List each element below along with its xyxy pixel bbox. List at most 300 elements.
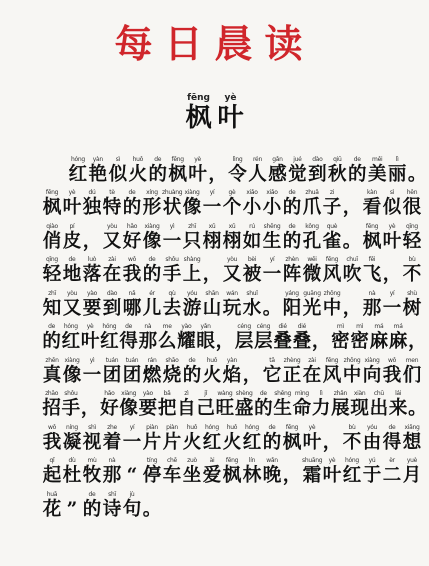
hanzi: 的 <box>148 163 167 185</box>
hanzi: 火 <box>202 364 222 386</box>
annotated-char <box>142 188 162 219</box>
annotated-char <box>287 155 307 186</box>
pinyin: xiàng <box>64 356 80 364</box>
pinyin: qǐ <box>49 457 55 464</box>
annotated-char <box>100 322 119 353</box>
annotated-char <box>282 456 302 487</box>
hanzi: 生 <box>273 398 292 419</box>
pinyin: dào <box>106 289 118 297</box>
annotated-char <box>242 289 262 320</box>
annotated-char <box>62 356 82 387</box>
annotated-char <box>248 155 268 186</box>
annotated-char <box>387 155 407 186</box>
hanzi: 像 <box>182 197 202 218</box>
annotated-char <box>362 289 382 320</box>
pinyin: qiū <box>333 155 342 163</box>
pinyin: zhèng <box>283 356 301 364</box>
annotated-char <box>382 456 402 487</box>
pinyin: yòu <box>106 222 118 230</box>
text-line <box>42 320 427 354</box>
pinyin: rén <box>253 155 262 163</box>
annotated-char <box>61 389 80 420</box>
pinyin: hǎo <box>126 222 138 230</box>
pinyin: wǒ <box>128 256 136 263</box>
hanzi: 要 <box>82 297 102 319</box>
pinyin: shǒu <box>64 390 78 397</box>
hanzi: ， <box>80 398 100 419</box>
annotated-char <box>262 255 282 286</box>
hanzi: ， <box>242 364 262 386</box>
annotated-char <box>162 289 182 320</box>
pinyin: yàn <box>226 356 238 364</box>
hanzi: 麻 <box>369 331 389 352</box>
annotated-char <box>254 322 273 353</box>
annotated-char <box>282 188 302 219</box>
annotated-char <box>307 155 327 186</box>
title-pinyin: fēng <box>187 93 210 103</box>
hanzi: 红 <box>61 331 81 352</box>
pinyin: yè <box>388 222 396 230</box>
annotated-char <box>102 255 122 286</box>
annotated-char <box>362 423 382 454</box>
hanzi: ， <box>82 230 102 252</box>
annotated-char <box>402 423 422 454</box>
hanzi: 小 <box>262 197 282 218</box>
pinyin: yí <box>389 289 395 297</box>
hanzi: 叠 <box>292 331 312 352</box>
annotated-char <box>122 490 142 521</box>
annotated-char <box>302 356 322 387</box>
annotated-char <box>407 155 427 186</box>
pinyin: luò <box>87 256 97 263</box>
hanzi: 诗 <box>102 498 122 520</box>
hanzi: ， <box>322 431 342 453</box>
pinyin: fēng <box>325 256 339 263</box>
pinyin: lì <box>319 390 323 397</box>
annotated-char <box>42 423 62 454</box>
pinyin: de <box>288 189 296 196</box>
pinyin: kǒng <box>305 222 319 230</box>
hanzi: 在 <box>302 364 322 386</box>
pinyin: dào <box>312 155 323 163</box>
article-body <box>42 152 427 521</box>
annotated-char <box>42 188 62 219</box>
pinyin: xǔ <box>228 222 236 230</box>
annotated-char <box>102 456 122 487</box>
annotated-char <box>254 389 273 420</box>
hanzi: ， <box>202 264 222 285</box>
annotated-char <box>362 222 382 253</box>
annotated-char <box>222 188 242 219</box>
hanzi: 枫 <box>362 230 382 252</box>
pinyin: fēi <box>368 256 376 263</box>
annotated-char <box>242 356 262 387</box>
pinyin: de <box>288 222 296 230</box>
pinyin: dú <box>88 189 96 196</box>
annotated-char <box>142 456 162 487</box>
text-line <box>42 286 427 320</box>
pinyin: rán <box>147 356 157 364</box>
pinyin: fēng <box>365 222 379 230</box>
hanzi: 的 <box>42 331 61 352</box>
hanzi: 一 <box>262 264 282 285</box>
pinyin: huā <box>46 490 58 498</box>
annotated-char <box>282 289 302 320</box>
text-line <box>42 353 427 387</box>
pinyin: sì <box>389 189 395 196</box>
hanzi: 独 <box>82 197 102 218</box>
pinyin: dù <box>68 457 76 464</box>
pinyin: zài <box>108 256 116 263</box>
pinyin: shēng <box>274 390 291 397</box>
hanzi: 爱 <box>202 465 222 486</box>
annotated-char <box>262 188 282 219</box>
pinyin: yè <box>68 189 76 196</box>
pinyin: yuè <box>406 457 418 464</box>
hanzi: 好 <box>122 230 142 252</box>
hanzi: 形 <box>142 197 162 218</box>
hanzi: 凝 <box>62 431 82 453</box>
pinyin: nà <box>368 289 376 297</box>
hanzi: 层 <box>234 331 254 352</box>
hanzi: 爪 <box>302 197 322 218</box>
annotated-char <box>322 289 342 320</box>
pinyin: qiào <box>46 222 58 230</box>
pinyin: zhe <box>107 423 117 431</box>
pinyin: tuán <box>125 356 139 364</box>
hanzi: 起 <box>42 465 62 486</box>
hanzi: 真 <box>42 364 62 386</box>
hanzi: 风 <box>322 364 342 386</box>
hanzi: 叶 <box>322 465 342 486</box>
hanzi: 阵 <box>282 264 302 285</box>
pinyin: de <box>68 256 76 263</box>
hanzi: 叶 <box>302 431 322 453</box>
hanzi: 生 <box>262 230 282 252</box>
annotated-char <box>177 389 196 420</box>
pinyin: fēng <box>325 356 339 364</box>
hanzi: 我 <box>382 364 402 386</box>
hanzi: 小 <box>242 197 262 218</box>
hanzi: 吹 <box>342 264 362 285</box>
annotated-char <box>142 423 162 454</box>
hanzi: 力 <box>311 398 331 419</box>
annotated-char <box>122 222 142 253</box>
hanzi: 密 <box>331 331 350 352</box>
annotated-char <box>222 356 242 387</box>
pinyin: níng <box>66 423 78 431</box>
hanzi: 那 <box>362 297 382 319</box>
annotated-char <box>138 322 157 353</box>
annotated-char <box>202 255 222 286</box>
hanzi: 得 <box>382 431 402 453</box>
annotated-char <box>342 255 362 286</box>
text-line <box>42 454 427 488</box>
annotated-char <box>302 188 322 219</box>
hanzi: 像 <box>62 364 82 386</box>
pinyin <box>202 255 222 264</box>
hanzi: ” <box>66 498 78 520</box>
pinyin: fēng <box>285 423 299 431</box>
pinyin <box>262 289 282 298</box>
hanzi: 只 <box>182 230 202 252</box>
pinyin: shàng <box>183 256 201 263</box>
annotated-char <box>362 188 382 219</box>
hanzi: 由 <box>362 431 382 453</box>
annotated-char <box>222 456 242 487</box>
hanzi: 一 <box>122 431 142 453</box>
annotated-char <box>382 255 402 286</box>
pinyin <box>142 490 162 499</box>
hanzi: 停 <box>142 465 162 486</box>
annotated-char <box>342 356 362 387</box>
hanzi: 又 <box>62 297 82 319</box>
pinyin: zì <box>184 390 189 397</box>
pinyin: yǎn <box>200 323 211 330</box>
annotated-char <box>162 423 182 454</box>
title-char <box>216 93 246 133</box>
hanzi: 手 <box>61 398 81 419</box>
pinyin: chū <box>373 390 384 397</box>
pinyin: yàn <box>92 155 103 163</box>
pinyin <box>122 456 142 465</box>
hanzi: 到 <box>102 297 122 319</box>
annotated-char <box>273 389 292 420</box>
annotated-char <box>182 356 202 387</box>
annotated-char <box>402 289 422 320</box>
pinyin: gǎn <box>272 155 283 163</box>
hanzi: 游 <box>182 297 202 319</box>
hanzi: 展 <box>331 398 350 419</box>
pinyin: guāng <box>303 289 321 297</box>
annotated-char <box>347 155 367 186</box>
text-line <box>42 152 427 186</box>
hanzi: 的 <box>282 230 302 252</box>
pinyin <box>322 423 342 432</box>
hanzi: 。 <box>142 498 162 520</box>
hanzi: 盛 <box>234 398 254 419</box>
annotated-char <box>302 222 322 253</box>
pinyin <box>282 456 302 465</box>
hanzi: 红 <box>100 331 119 352</box>
pinyin: bù <box>408 256 416 263</box>
annotated-char <box>119 322 138 353</box>
annotated-char <box>322 456 342 487</box>
annotated-char <box>331 389 350 420</box>
annotated-char <box>162 188 182 219</box>
pinyin: yí <box>269 256 275 263</box>
annotated-char <box>369 389 388 420</box>
pinyin: hóng <box>63 323 78 330</box>
annotated-char <box>322 423 342 454</box>
pinyin: tè <box>109 189 115 196</box>
annotated-char <box>235 322 254 353</box>
hanzi: 知 <box>42 297 62 319</box>
annotated-char <box>108 155 128 186</box>
pinyin: jù <box>129 490 135 498</box>
pinyin: yè <box>194 155 201 163</box>
text-line <box>42 487 427 521</box>
annotated-char <box>322 222 342 253</box>
annotated-char <box>215 322 234 353</box>
annotated-char <box>182 423 202 454</box>
pinyin: piàn <box>146 423 158 431</box>
annotated-char <box>102 490 122 521</box>
pinyin: me <box>162 323 172 330</box>
annotated-char <box>182 289 202 320</box>
pinyin: jué <box>293 155 302 163</box>
annotated-char <box>62 255 82 286</box>
hanzi: 艳 <box>88 163 108 185</box>
hanzi: 那 <box>102 465 122 486</box>
hanzi: 被 <box>242 264 262 285</box>
hanzi: ， <box>408 331 427 352</box>
pinyin: yóu <box>186 289 198 297</box>
pinyin: de <box>188 356 196 364</box>
pinyin: céng <box>256 323 271 330</box>
hanzi: 孔 <box>302 230 322 252</box>
hanzi: 眼 <box>196 331 215 352</box>
pinyin: xiǎng <box>404 423 420 431</box>
hanzi: 一 <box>382 297 402 319</box>
pinyin: zhī <box>188 222 196 230</box>
annotated-char <box>62 423 82 454</box>
pinyin: qīng <box>46 256 58 263</box>
hanzi: 栩 <box>202 230 222 252</box>
annotated-char <box>122 188 142 219</box>
annotated-char <box>188 155 208 186</box>
page-title: 每日晨读 <box>114 21 315 66</box>
pinyin: ài <box>209 457 215 464</box>
pinyin: zhōng <box>323 289 341 297</box>
hanzi: 们 <box>402 364 422 386</box>
annotated-char <box>362 255 382 286</box>
annotated-char <box>235 389 254 420</box>
annotated-char <box>122 356 142 387</box>
annotated-char <box>282 423 302 454</box>
annotated-char <box>122 255 142 286</box>
annotated-char <box>168 155 188 186</box>
title-pinyin: yè <box>224 93 237 103</box>
hanzi: 我 <box>122 264 142 285</box>
pinyin: shuāng <box>302 457 323 464</box>
pinyin: yào <box>181 323 192 330</box>
pinyin: fēng <box>225 457 239 464</box>
annotated-char <box>331 322 350 353</box>
pinyin <box>342 289 362 298</box>
pinyin: yè <box>328 457 336 464</box>
pinyin: zhǎn <box>333 390 347 397</box>
hanzi: 风 <box>322 264 342 285</box>
hanzi: 的 <box>282 197 302 218</box>
annotated-char <box>350 322 369 353</box>
annotated-char <box>68 155 88 186</box>
pinyin: dié <box>278 323 287 330</box>
hanzi: 那 <box>138 331 158 352</box>
pinyin: shān <box>205 289 219 297</box>
annotated-char <box>222 423 242 454</box>
annotated-char <box>292 389 311 420</box>
hanzi: 牧 <box>82 465 102 486</box>
pinyin: hǎo <box>104 390 115 397</box>
pinyin: zi <box>329 189 335 196</box>
annotated-char <box>82 356 102 387</box>
pinyin: chē <box>167 457 177 464</box>
hanzi: 团 <box>102 364 122 386</box>
hanzi: 看 <box>362 197 382 218</box>
annotated-char <box>42 490 62 521</box>
pinyin: tíng <box>146 457 158 464</box>
annotated-char <box>402 222 422 253</box>
pinyin: tā <box>269 356 275 364</box>
annotated-char <box>208 155 228 186</box>
pinyin: lì <box>395 155 399 163</box>
pinyin <box>312 322 331 331</box>
hanzi: ， <box>282 465 302 486</box>
pinyin: mìng <box>294 390 309 397</box>
pinyin <box>408 389 427 398</box>
pinyin: yào <box>87 289 97 297</box>
hanzi: 去 <box>162 297 182 319</box>
annotated-char <box>196 322 215 353</box>
annotated-char <box>122 423 142 454</box>
hanzi: ， <box>342 297 362 319</box>
pinyin: zhuàng <box>162 189 183 196</box>
hanzi: 麻 <box>388 331 408 352</box>
pinyin: yè <box>86 323 94 330</box>
hanzi: 来 <box>388 398 408 419</box>
hanzi: 。 <box>407 163 427 185</box>
annotated-char <box>82 456 102 487</box>
pinyin: xiàng <box>144 222 160 230</box>
hanzi: 招 <box>42 398 61 419</box>
pinyin: huǒ <box>132 155 143 163</box>
pinyin: mù <box>87 457 97 464</box>
pinyin: shèng <box>235 390 253 397</box>
annotated-char <box>62 490 82 521</box>
hanzi: 把 <box>157 398 177 419</box>
text-line <box>42 186 427 220</box>
pinyin: fēng <box>45 189 59 196</box>
hanzi: 出 <box>369 398 389 419</box>
hanzi: 片 <box>162 431 182 453</box>
pinyin: ér <box>149 289 155 297</box>
annotated-char <box>88 155 108 186</box>
hanzi: 叶 <box>62 197 82 218</box>
hanzi: 特 <box>102 197 122 218</box>
annotated-char <box>242 255 262 286</box>
pinyin: èr <box>389 457 395 464</box>
hanzi: ， <box>208 163 227 185</box>
pinyin: yóu <box>366 423 378 431</box>
annotated-char <box>222 222 242 253</box>
annotated-char <box>142 490 162 521</box>
hanzi: “ <box>126 465 138 486</box>
annotated-char <box>102 188 122 219</box>
pinyin: zhī <box>48 289 56 297</box>
pinyin: de <box>128 189 136 196</box>
annotated-char <box>362 456 382 487</box>
hanzi: 雀 <box>322 230 342 252</box>
hanzi: 皮 <box>62 230 82 252</box>
hanzi: 二 <box>382 465 402 486</box>
hanzi: 得 <box>119 331 138 352</box>
pinyin <box>407 155 427 164</box>
pinyin: yào <box>142 390 153 397</box>
pinyin: xiǎo <box>266 189 278 196</box>
hanzi: 俏 <box>42 230 62 252</box>
annotated-char <box>367 155 387 186</box>
